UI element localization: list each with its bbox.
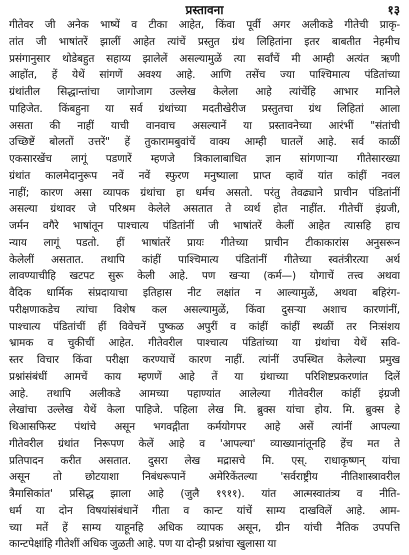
text-line: गीतेवरील ग्रंथांत निरूपण केलें आहे व 'आपल्या' व्याख्यानांतूनहि हेंच मत ते (9, 437, 400, 450)
text-line: भ्रामक व चुकीचीं आहेत. गीतेवरील पाश्चात्य पंडितांच्या या ग्रंथांचा येथें सवि- (9, 337, 400, 350)
body-paragraph (9, 17, 400, 553)
text-line: च्या मतें हें साम्य याहूनहि अधिक व्यापक असून, ग्रीन यांची नैतिक उपपत्ति (9, 521, 400, 534)
text-line: केलेलीं असतात. तथापि कांहीं पाश्चिमात्य पंडितांनीं गीतेच्या स्वतंत्रीरत्या अर्थ (9, 253, 400, 266)
text-line: पाश्चात्य पंडितांचीं हीं विवेचनें पुष्कळ अपुरीं व कांहीं कांहीं स्थळीं तर निःसंशय (9, 320, 400, 333)
text-line: उच्छिष्टें बोलतों उत्तरें" हें तुकारामबुवांचें वाक्य आम्ही घातलें आहे. सर्व काळीं (9, 136, 400, 149)
text-line: नाहीं; कारण असा व्यापक ग्रंथांचा हा धर्मच असतो. परंतु तेवढ्याने प्राचीन पंडितांनीं (9, 186, 400, 199)
text-line: असता की नाहीं याची वानवाच असल्यानें या प्रस्तावनेच्या आरंभीं "संतांची (9, 119, 400, 132)
text-line: स्तर विचार किंवा परीक्षा करण्याचें कारण नाहीं. त्यांनीं उपस्थित केलेल्या प्रमुख (9, 354, 400, 366)
page-header (9, 4, 400, 16)
text-line: धर्म या दोन विषयांसंबंधानें गीता व कान्ट यांचें साम्य दाखविलें आहे. आम- (9, 504, 400, 517)
text-line: आहे. तथापि अलीकडे आमच्या पहाण्यांत आलेल्या गीतेवरील कांहीं इंग्रजी (9, 387, 400, 400)
text-line: पाहिजेत. किंबहुना या सर्व ग्रंथांच्या मदतीखेरीज प्रस्तुतचा ग्रंथ लिहितां आला (9, 102, 400, 115)
text-line: प्रसंगानुसार थोडेबहुत सहाय्य झालेलें असल्यामुळें त्या सर्वांचें मी आम्ही अत्यंत ऋणी (9, 52, 400, 65)
text-line: जर्मन वगैरे भाषांतून पाश्चात्य पंडितांनीं जी भाषांतरें केलीं आहेत त्यासहि हाच (9, 220, 400, 232)
text-line: एकसारखेंच लागूं पडणारें म्हणजे त्रिकालाबाधित ज्ञान सांगणाऱ्या गीतेसारख्या (9, 153, 400, 165)
text-line: कान्टपेक्षांहि गीतेशीं अधिक जुळती आहे. पण या दोन्ही प्रश्नांचा खुलासा या (9, 538, 277, 551)
page-number: १३ (387, 3, 400, 17)
text-line: असल्या ग्रंथावर जे परिश्रम केलेले असतात ते व्यर्थ होत नाहींत. गीतेचीं इंग्रजी, (9, 203, 400, 216)
text-line: न्याय लागूं पडतो. हीं भाषांतरें प्रायः गीतेच्या प्राचीन टीकाकारांस अनुसरून (9, 236, 400, 249)
text-line: वैदिक धार्मिक संप्रदायाचा इतिहास नीट लक्षांत न आल्यामुळें, अथवा बहिरंग- (9, 287, 400, 299)
text-line: प्रतिपादन करीत असतात. दुसरा लेख मद्रासचे मि. एस्. राधाकृष्णन् यांचा (9, 454, 400, 467)
text-line: लेखांचा उल्लेख येथें केला पाहिजे. पहिला लेख मि. ब्रुक्स यांचा होय. मि. ब्रुक्स हे (9, 404, 400, 417)
text-line: तांत जी भाषांतरें झालीं आहेत त्यांचें प्रस्तुत ग्रंथ लिहितांना इतर बाबतीत नेहमीच (9, 35, 400, 48)
text-line: थिआसफिस्ट पंथांचे असून भगवद्गीता कर्मयोगपर आहे असें त्यांनीं आपल्या (9, 421, 400, 433)
text-line: आहोंत, हें येथें सांगणें अवश्य आहे. आणि तसेंच ज्या पाश्चिमात्य पंडितांच्या (9, 69, 400, 82)
text-line: ग्रंथांत कालमेदानुरूप नवें नवें स्फुरण मनुष्याला प्राप्त व्हावें यांत कांहीं नवल (9, 169, 400, 182)
text-line: असून तो छोटयाशा निबंधरूपानें अमेरिकेंतल्या 'सर्वराष्ट्रीय नीतिशास्त्रावरील (9, 471, 400, 484)
page-title: प्रस्तावना (185, 3, 224, 17)
text-line: त्रैमासिकांत' प्रसिद्ध झाला आहे (जुलै १९११). यांत आत्मस्वातंत्र्य व नीति- (9, 488, 400, 500)
text-line: प्रश्नांसंबंधीं आमचें काय म्हणणें आहे तें या ग्रंथाच्या परिशिष्टप्रकरणांत दिलें (9, 370, 400, 383)
text-line: परीक्षणाकडेच त्यांचा विशेष कल असल्यामुळें, किंवा दुसऱ्या अशाच कारणांनीं, (9, 303, 400, 316)
text-line: ग्रंथांतील सिद्धान्तांचा जागोजाग उल्लेख केलेला आहे त्यांचेंहि आभार मानिले (9, 86, 400, 98)
text-line: लावण्याचीहि खटपट सुरू केली आहे. पण खऱ्या (कर्म—) योगाचें तत्त्व अथवा (9, 270, 400, 283)
text-line: गीतेवर जी अनेक भाष्यें व टीका आहेत, किंवा पूर्वी अगर अलीकडे गीतेची प्राकृ- (9, 19, 400, 31)
